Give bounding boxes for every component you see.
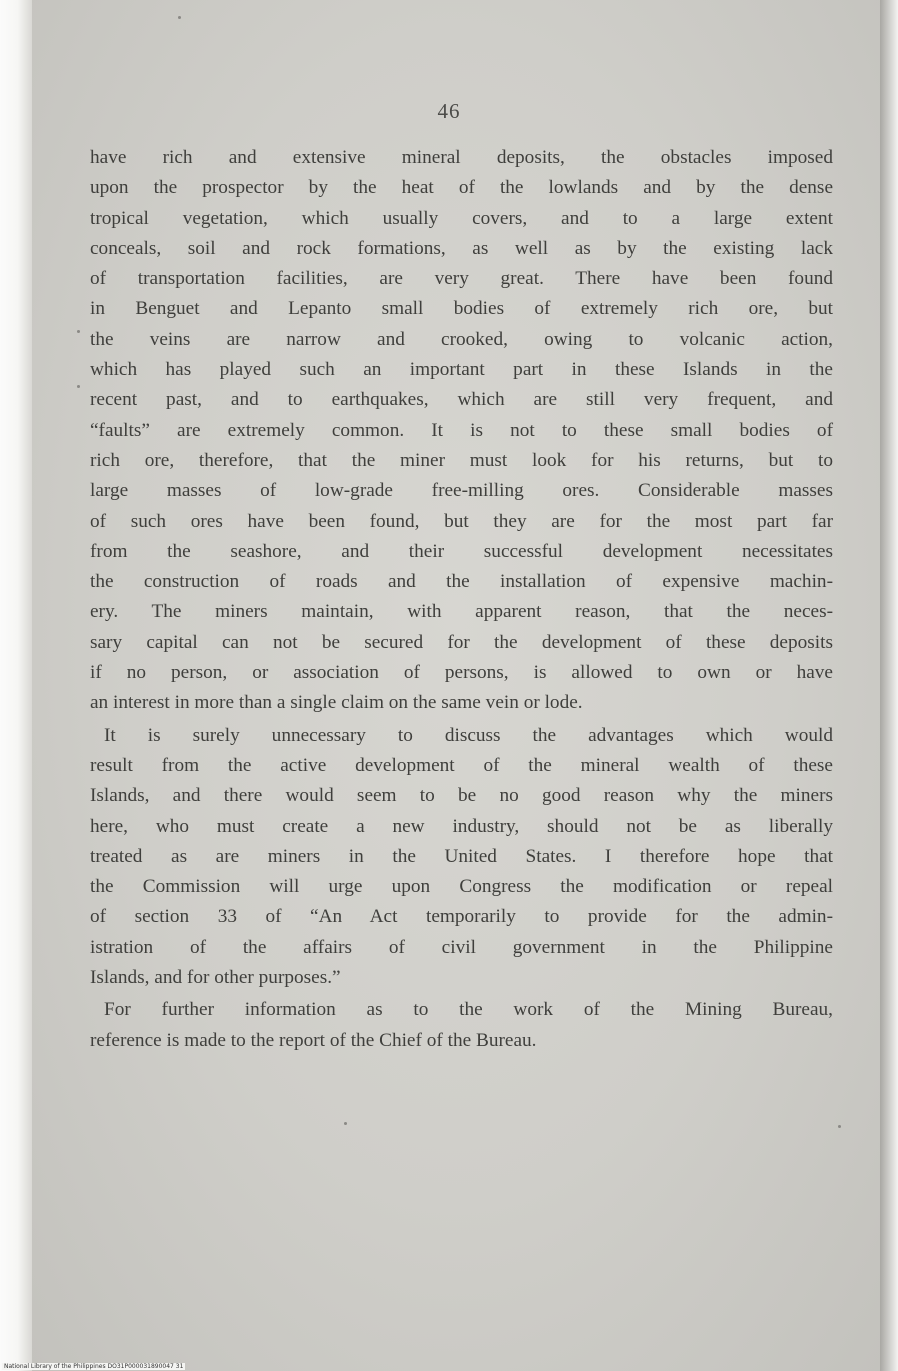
scan-speck bbox=[838, 1125, 841, 1128]
text-line: in Benguet and Lepanto small bodies of extremely rich ore, but bbox=[90, 298, 833, 320]
text-line: sary capital can not be secured for the development of these deposits bbox=[90, 631, 833, 653]
text-line: Islands, and there would seem to be no good reason why the miners bbox=[90, 785, 833, 807]
text-line: upon the prospector by the heat of the lowlands and by the dense bbox=[90, 177, 833, 199]
text-line: reference is made to the report of the Chief of the Bureau. bbox=[90, 1029, 537, 1051]
text-line: if no person, or association of persons, is allowed to own or have bbox=[90, 662, 833, 684]
page-body-text bbox=[90, 143, 833, 1056]
text-line: large masses of low-grade free-milling ores. Considerable masses bbox=[90, 480, 833, 502]
paragraph-2 bbox=[90, 721, 833, 994]
scan-credit-label: National Library of the Philippines DO31P000031890047 31 bbox=[4, 1363, 184, 1370]
scan-speck bbox=[344, 1122, 347, 1125]
text-line: conceals, soil and rock formations, as well as by the existing lack bbox=[90, 237, 833, 259]
scan-speck bbox=[77, 330, 80, 333]
text-line: Islands, and for other purposes.” bbox=[90, 967, 341, 989]
text-line: of section 33 of “An Act temporarily to provide for the admin- bbox=[90, 906, 833, 928]
text-line: “faults” are extremely common. It is not to these small bodies of bbox=[90, 419, 833, 441]
scan-speck bbox=[77, 385, 80, 388]
text-line: of such ores have been found, but they are for the most part far bbox=[90, 510, 833, 532]
text-line: here, who must create a new industry, should not be as liberally bbox=[90, 815, 833, 837]
text-line: the construction of roads and the installation of expensive machin- bbox=[90, 571, 833, 593]
paragraph-3 bbox=[90, 995, 833, 1056]
page-number: 46 bbox=[437, 99, 461, 123]
paragraph-1 bbox=[90, 143, 833, 719]
text-line: the Commission will urge upon Congress the modification or repeal bbox=[90, 876, 833, 898]
text-line: the veins are narrow and crooked, owing to volcanic action, bbox=[90, 328, 833, 350]
text-line: an interest in more than a single claim on the same vein or lode. bbox=[90, 692, 583, 714]
text-line: It is surely unnecessary to discuss the advantages which would bbox=[104, 724, 833, 746]
text-line: For further information as to the work of the Mining Bureau, bbox=[104, 999, 833, 1021]
text-line: have rich and extensive mineral deposits, the obstacles imposed bbox=[90, 147, 833, 168]
text-line: tropical vegetation, which usually covers, and to a large extent bbox=[90, 207, 833, 229]
scan-speck bbox=[178, 16, 181, 19]
text-line: from the seashore, and their successful development necessitates bbox=[90, 540, 833, 562]
text-line: recent past, and to earthquakes, which are still very frequent, and bbox=[90, 389, 833, 411]
text-line: ery. The miners maintain, with apparent reason, that the neces- bbox=[90, 601, 833, 623]
text-line: treated as are miners in the United States. I therefore hope that bbox=[90, 845, 833, 867]
text-line: rich ore, therefore, that the miner must look for his returns, but to bbox=[90, 449, 833, 471]
text-line: result from the active development of the mineral wealth of these bbox=[90, 754, 833, 776]
text-line: which has played such an important part in these Islands in the bbox=[90, 359, 833, 381]
text-line: istration of the affairs of civil government in the Philippine bbox=[90, 936, 833, 958]
text-line: of transportation facilities, are very great. There have been found bbox=[90, 268, 833, 290]
scan-left-margin bbox=[0, 0, 32, 1371]
scan-right-margin bbox=[880, 0, 898, 1371]
